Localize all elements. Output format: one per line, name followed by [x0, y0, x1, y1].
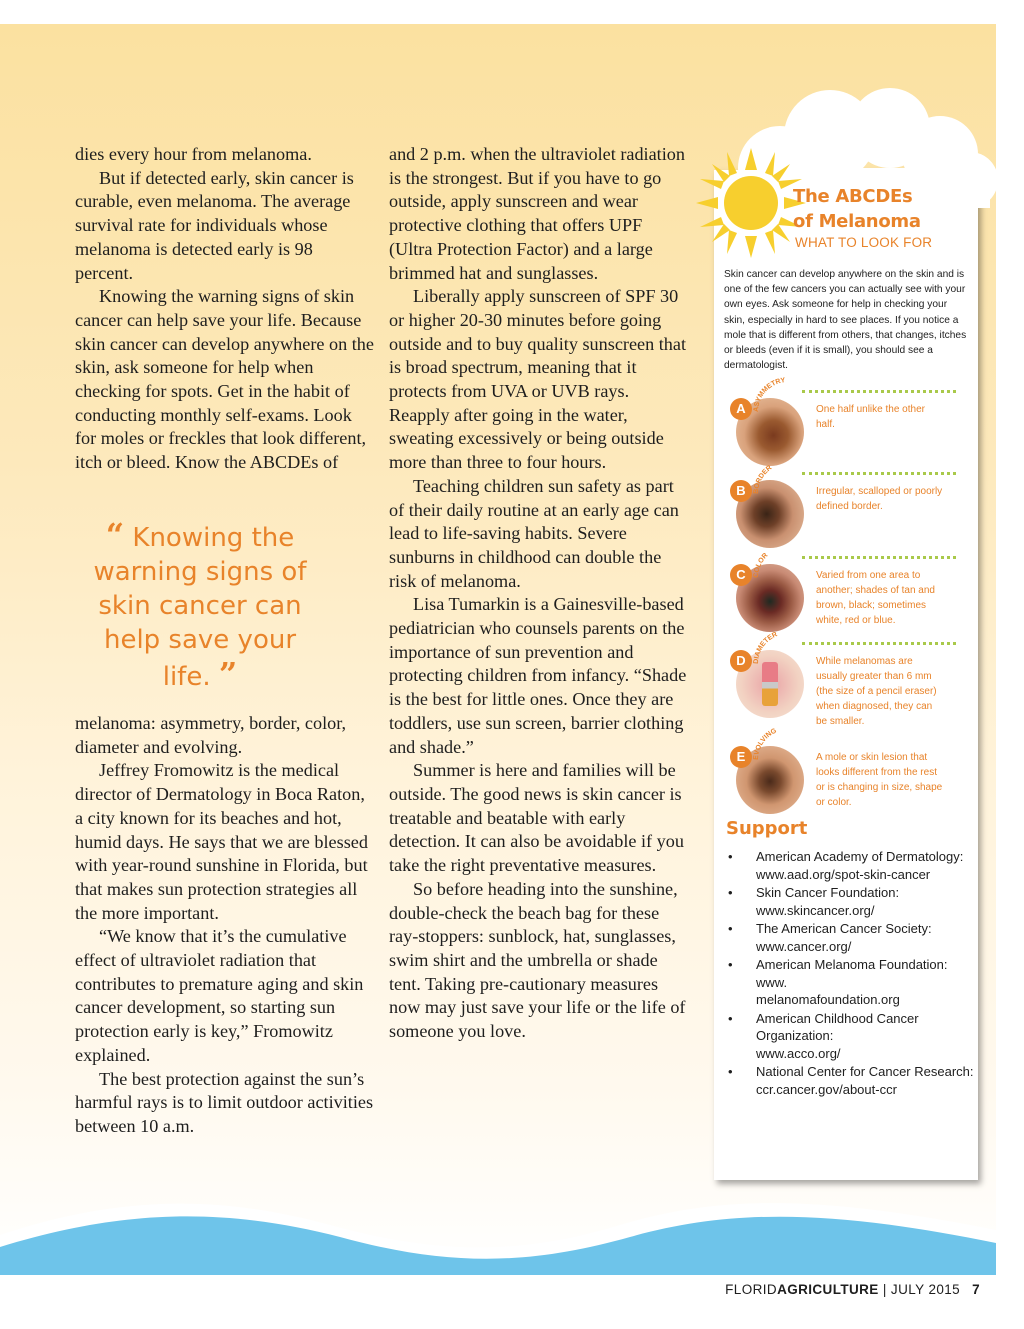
support-link[interactable]: www.cancer.org/	[756, 938, 852, 954]
item-desc-e: A mole or skin lesion that looks different from the rest or is changing in size, shape or color.	[816, 752, 943, 808]
svg-text:ASYMMETRY	[753, 377, 786, 412]
item-label-a: ASYMMETRY	[752, 377, 786, 413]
article-column-2	[389, 143, 689, 1044]
dotted-divider	[802, 556, 956, 559]
support-item	[724, 956, 974, 1009]
letter-badge-c: C	[730, 564, 752, 586]
pull-quote-text: Knowing the warning signs of skin cancer can help save your life.	[93, 523, 307, 692]
article-paragraph: and 2 p.m. when the ultraviolet radiation is the strongest. But if you have to go outside, apply sunscreen and wear protective clothing that offers UPF (Ultra Protection Factor) and a large brimmed hat and sunglasses.	[389, 144, 685, 283]
footer-magazine-pre: FLORID	[725, 1282, 778, 1297]
article-paragraph: The best protection against the sun’s harmful rays is to limit outdoor activities between 10 a.m.	[75, 1068, 374, 1136]
article-paragraph: Teaching children sun safety as part of their daily routine at an early age can lead to life-saving habits. Severe sunburns in childhood can double the risk of melanoma.	[389, 475, 679, 591]
bullet-icon: •	[728, 921, 733, 936]
wave-decoration	[0, 1195, 996, 1285]
article-paragraph: Knowing the warning signs of skin cancer can help save your life. Because skin cancer can develop anywhere on the skin, ask someone for help when checking for spots. Get in the habit of conducting monthly self-exams. Look for moles or freckles that look different, itch or bleed. Know the ABCDEs of	[75, 286, 374, 473]
bullet-icon: •	[728, 1064, 733, 1079]
bullet-icon: •	[728, 849, 733, 864]
item-desc-a: One half unlike the other half.	[816, 404, 925, 430]
article-paragraph: melanoma: asymmetry, border, color, diameter and evolving.	[75, 713, 347, 757]
pull-quote	[80, 518, 320, 694]
article-paragraph: But if detected early, skin cancer is curable, even melanoma. The average survival rate for individuals whose melanoma is detected early is 98 percent.	[75, 167, 354, 283]
support-item	[724, 920, 974, 955]
article-paragraph: “We know that it’s the cumulative effect of ultraviolet radiation that contributes to premature aging and skin cancer development, so starting sun protection early is key,” Fromowitz explained.	[75, 926, 364, 1065]
arc-label-a	[744, 378, 824, 418]
arc-label-b	[744, 460, 824, 500]
abcde-item-d	[724, 631, 974, 732]
dotted-divider	[802, 390, 956, 393]
sidebar-title-line1: The ABCDEs	[793, 186, 913, 207]
arc-label-d	[744, 630, 824, 670]
sidebar-intro: Skin cancer can develop anywhere on the skin and is one of the few cancers you can actually see with your own eyes. Ask someone for help in checking your skin, especially in hard to see places. If you notice a mole that is different from others, that changes, itches or bleeds (even if it is small), you should see a dermatologist.	[724, 269, 967, 372]
bullet-icon: •	[728, 957, 733, 972]
support-link[interactable]: www.acco.org/	[756, 1045, 841, 1061]
dotted-divider	[802, 472, 956, 475]
article-column-1-top	[75, 143, 375, 475]
bullet-icon: •	[728, 885, 733, 900]
item-label-d: DIAMETER	[752, 631, 779, 665]
support-org-name: American Academy of Dermatology:	[756, 849, 964, 864]
letter-badge-d: D	[730, 650, 752, 672]
letter-badge-a: A	[730, 398, 752, 420]
item-label-c: COLOR	[752, 552, 770, 579]
sun-icon	[694, 146, 808, 260]
arc-label-c	[744, 544, 824, 584]
article-paragraph: Liberally apply sunscreen of SPF 30 or higher 20-30 minutes before going outside and to buy quality sunscreen that is broad spectrum, meaning that it protects from UVA or UVB rays. Reapply after going in the water, sweating excessively or being outside more than three to four hours.	[389, 286, 687, 473]
support-org-name: The American Cancer Society:	[756, 921, 932, 936]
article-paragraph: dies every hour from melanoma.	[75, 144, 312, 164]
support-link[interactable]: melanomafoundation.org	[756, 992, 900, 1007]
footer-issue: | JULY 2015	[878, 1282, 961, 1297]
support-item	[724, 848, 974, 883]
support-link[interactable]: www.skincancer.org/	[756, 902, 875, 918]
item-label-e: EVOLVING	[752, 727, 778, 761]
svg-text:DIAMETER	[753, 631, 779, 664]
support-org-name: American Childhood Cancer Organization:	[756, 1010, 919, 1043]
abcde-item-e	[724, 727, 974, 828]
svg-text:EVOLVING	[753, 727, 778, 760]
article-paragraph: Jeffrey Fromowitz is the medical director of Dermatology in Boca Raton, a city known for its beaches and hot, humid days. He says that we are blessed with year-round sunshine in Florida, but that makes sun protection strategies all the more important.	[75, 760, 368, 923]
arc-label-e	[744, 726, 824, 766]
support-list	[724, 848, 974, 1099]
footer-magazine-brand: AGRICULTURE	[777, 1282, 879, 1297]
support-item	[724, 884, 974, 919]
support-item	[724, 1010, 974, 1063]
quote-open-mark: “	[105, 516, 125, 554]
support-org-name: National Center for Cancer Research:	[756, 1064, 974, 1079]
article-column-1-bottom	[75, 712, 375, 1139]
support-org-name: American Melanoma Foundation: www.	[756, 957, 948, 990]
letter-badge-e: E	[730, 746, 752, 768]
support-link[interactable]: www.aad.org/spot-skin-cancer	[756, 866, 931, 882]
item-label-b: BORDER	[752, 464, 774, 495]
article-paragraph: Summer is here and families will be outside. The good news is skin cancer is treatable and beatable with early detection. It can also be avoidable if you take the right preventative measures.	[389, 760, 684, 876]
article-paragraph: Lisa Tumarkin is a Gainesville-based pediatrician who counsels parents on the importance of sun prevention and protecting children from infancy. “Shade is the best for little ones. Once they are toddlers, use sun screen, barrier clothing and shade.”	[389, 594, 687, 757]
item-desc-b: Irregular, scalloped or poorly defined border.	[816, 486, 943, 512]
page-footer	[725, 1282, 980, 1297]
quote-close-mark: ”	[218, 655, 238, 693]
letter-badge-b: B	[730, 480, 752, 502]
item-desc-c: Varied from one area to another; shades of tan and brown, black; sometimes white, red or blue.	[816, 570, 935, 626]
sidebar-title-line2: of Melanoma	[793, 211, 921, 232]
support-link[interactable]: ccr.cancer.gov/about-ccr	[756, 1081, 897, 1097]
page-number: 7	[972, 1282, 980, 1297]
sidebar-title	[793, 184, 921, 234]
item-desc-d: While melanomas are usually greater than 6 mm (the size of a pencil eraser) when diagnosed, they can be smaller.	[816, 656, 937, 727]
svg-text:COLOR	[753, 552, 770, 578]
support-item	[724, 1063, 974, 1098]
support-org-name: Skin Cancer Foundation:	[756, 885, 900, 900]
sidebar-subtitle: WHAT TO LOOK FOR	[795, 235, 933, 250]
article-paragraph: So before heading into the sunshine, double-check the beach bag for these ray-stoppers: sunblock, hat, sunglasses, swim shirt and the umbrella or shade tent. Taking pre-cautionary measures now may just save your life or the life of someone you love.	[389, 878, 686, 1042]
dotted-divider	[802, 642, 956, 645]
bullet-icon: •	[728, 1010, 733, 1026]
svg-text:BORDER	[753, 464, 773, 494]
support-heading: Support	[726, 818, 808, 839]
